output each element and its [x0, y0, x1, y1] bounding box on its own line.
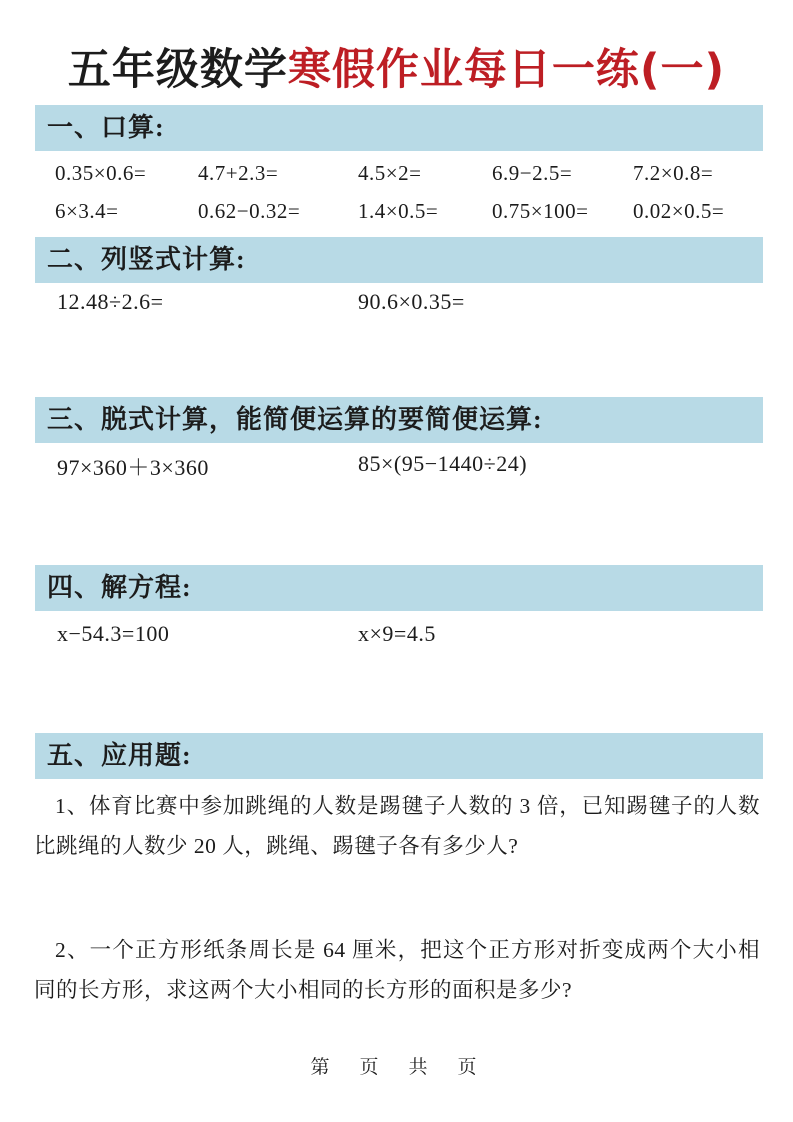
section-2-column-heading: 二、列竖式计算:	[35, 237, 763, 283]
oral-problem: 0.62−0.32=	[198, 199, 301, 223]
equation-problem: x×9=4.5	[358, 621, 436, 646]
oral-problems-row-1	[0, 161, 793, 187]
oral-problems-row-2	[0, 199, 793, 225]
column-problem: 90.6×0.35=	[358, 289, 465, 314]
word-problem-2: 2、一个正方形纸条周长是 64 厘米，把这个正方形对折变成两个大小相同的长方形，求这两个大小相同的长方形的面积是多少?	[34, 938, 760, 1002]
column-problems-row	[0, 289, 793, 315]
page-title-black-part: 五年级数学	[67, 45, 288, 95]
oral-problem: 0.02×0.5=	[633, 199, 725, 223]
oral-problem: 1.4×0.5=	[358, 199, 439, 223]
stepwise-problems-row	[0, 451, 793, 480]
section-4-equations-heading: 四、解方程:	[35, 565, 763, 611]
stepwise-problem: 97×360＋3×360	[57, 455, 209, 480]
page-title-red-part: 寒假作业每日一练(一)	[287, 45, 726, 95]
column-problem: 12.48÷2.6=	[57, 289, 164, 314]
oral-problem: 4.5×2=	[358, 161, 422, 185]
word-problem-1: 1、体育比赛中参加跳绳的人数是踢毽子人数的 3 倍，已知踢毽子的人数比跳绳的人数少 20 人，跳绳、踢毽子各有多少人?	[34, 794, 760, 858]
oral-problem: 6×3.4=	[55, 199, 119, 223]
section-3-stepwise-heading: 三、脱式计算，能简便运算的要简便运算:	[35, 397, 763, 443]
oral-problem: 4.7+2.3=	[198, 161, 279, 185]
section-1-oral-heading: 一、口算:	[35, 105, 763, 151]
equation-problem: x−54.3=100	[57, 621, 170, 646]
section-5-word-problems-heading: 五、应用题:	[35, 733, 763, 779]
equation-problems-row	[0, 621, 793, 647]
stepwise-problem: 85×(95−1440÷24)	[358, 451, 528, 476]
oral-problem: 7.2×0.8=	[633, 161, 714, 185]
page-title	[0, 36, 793, 97]
oral-problem: 0.75×100=	[492, 199, 589, 223]
oral-problem: 0.35×0.6=	[55, 161, 147, 185]
oral-problem: 6.9−2.5=	[492, 161, 573, 185]
page-footer: 第 页 共 页	[310, 1056, 483, 1078]
